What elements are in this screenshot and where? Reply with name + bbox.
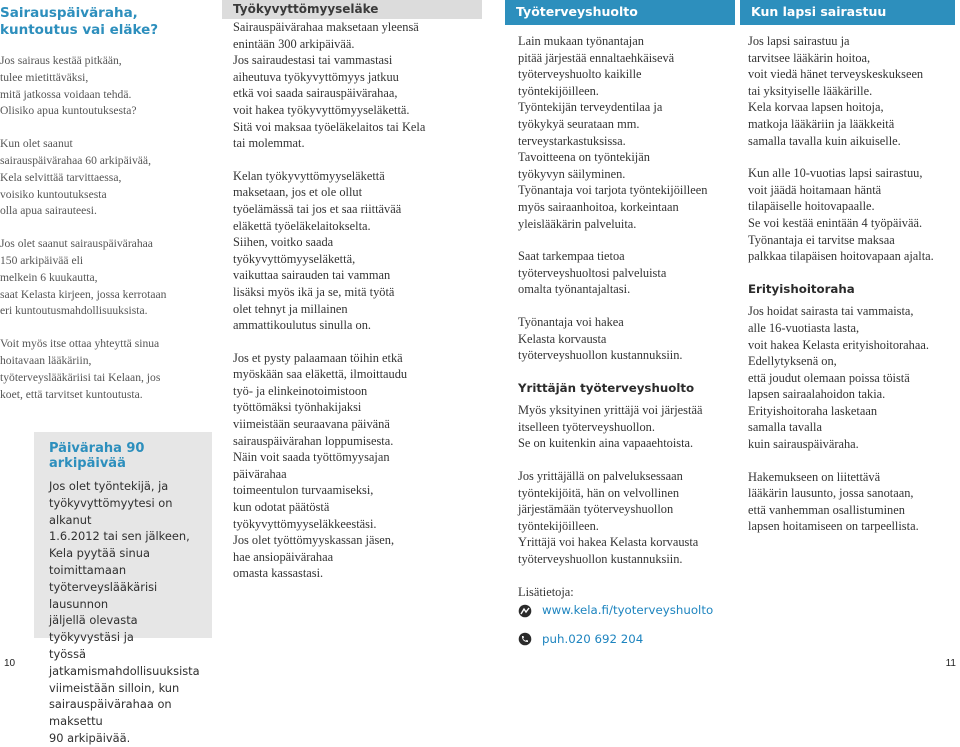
paragraph: Voit myös itse ottaa yhteyttä sinua hoitavaan lääkäriin, työterveyslääkäriisi tai Kelaan, jos koet, että tarvitset kuntoutusta. [0, 337, 161, 401]
section-heading: Työkyvyttömyyseläke [222, 0, 482, 19]
paragraph: Saat tarkempaa tietoa työterveyshuoltosi palveluista omalta työnantajaltasi. [518, 249, 667, 297]
section-heading: Kun lapsi sairastuu [740, 0, 955, 25]
paragraph: Kelan työkyvyttömyyseläkettä maksetaan, jos et ole ollut työelämässä tai jos et saa riittävää eläkettä työeläkelaitokselta. Siihen, voitko saada työkyvyttömyyseläkettä, vaikuttaa sairauden tai vamman lisäksi myös ikä ja se, mitä työtä olet tehnyt ja millainen ammattikoulutus sinulla on. [233, 168, 402, 333]
phone-number[interactable]: puh.020 692 204 [542, 631, 644, 646]
info-label: Lisätietoja: [518, 584, 574, 599]
paragraph: Myös yksityinen yrittäjä voi järjestää itselleen työterveyshuollon. Se on kuitenkin aina vapaaehtoista. [518, 403, 703, 451]
section-heading: Työterveyshuolto [505, 0, 735, 25]
column-child-sick [740, 0, 955, 551]
section-title: Sairauspäiväraha, kuntoutus vai eläke? [0, 5, 159, 38]
paragraph: Kun olet saanut sairauspäivärahaa 60 arkipäivää, Kela selvittää tarvittaessa, voisiko kuntoutuksesta olla apua sairauteesi. [0, 137, 151, 218]
info-box-title: Päiväraha 90 arkipäivää [49, 441, 145, 471]
paragraph: Työnantaja voi hakea Kelasta korvausta työterveyshuollon kustannuksiin. [518, 314, 683, 363]
column-occupational-health [505, 0, 735, 647]
info-box-text: Jos olet työntekijä, ja työkyvyttömyytesi on alkanut 1.6.2012 tai sen jälkeen, Kela pyytää sinua toimittamaan työterveyslääkärisi lausunnon jäljellä olevasta työkyvystäsi ja työssä jatkamismahdollisuuksista viimeistään silloin, kun sairauspäivärahaa on maksettu 90 arkipäivää. [49, 479, 200, 745]
phone-icon [518, 632, 532, 646]
paragraph: Hakemukseen on liitettävä lääkärin lausunto, jossa sanotaan, että vanhemman osallistuminen lapsen hoitamiseen on tarpeellista. [748, 469, 919, 534]
subheading: Yrittäjän työterveyshuolto [518, 380, 695, 395]
subheading: Erityishoitoraha [748, 281, 855, 296]
paragraph: Jos olet saanut sairauspäivärahaa 150 arkipäivää eli melkein 6 kuukautta, saat Kelasta kirjeen, jossa kerrotaan eri kuntoutusmahdollisuuksista. [0, 237, 167, 318]
paragraph: Kun alle 10-vuotias lapsi sairastuu, voit jäädä hoitamaan häntä tilapäiselle hoitovapaalle. Se voi kestää enintään 4 työpäivää. Työnantaja ei tarvitse maksaa palkkaa tilapäisen hoitovapaan ajalta. [748, 166, 934, 264]
paragraph: Jos hoidat sairasta tai vammaista, alle 16-vuotiasta lasta, voit hakea Kelasta erityishoitorahaa. Edellytyksenä on, että joudut olemaan poissa töistä lapsen sairaalahoidon takia. Erityishoitoraha lasketaan samalla tavalla kuin sairauspäiväraha. [748, 304, 929, 452]
column-disability-pension [222, 0, 482, 598]
web-icon [518, 604, 532, 618]
paragraph: Jos yrittäjällä on palveluksessaan työntekijöitä, hän on velvollinen järjestämään työterveyshuollon työntekijöilleen. Yrittäjä voi hakea Kelasta korvausta työterveyshuollon kustannuksiin. [518, 469, 699, 567]
column-sickness-allowance [0, 0, 210, 419]
website-link[interactable]: www.kela.fi/tyoterveyshuolto [542, 603, 714, 618]
page-number-right: 11 [945, 658, 956, 669]
paragraph: Jos lapsi sairastuu ja tarvitsee lääkärin hoitoa, voit viedä hänet terveyskeskukseen tai yksityiselle lääkärille. Kela korvaa lapsen hoitoja, matkoja lääkäriin ja lääkkeitä samalla tavalla kuin aikuiselle. [748, 34, 924, 148]
page-number-left: 10 [4, 658, 16, 669]
paragraph: Lain mukaan työnantajan pitää järjestää ennaltaehkäisevä työterveyshuolto kaikille työntekijöilleen. Työntekijän terveydentilaa ja työkykyä seurataan mm. terveystarkastuksissa. Tavoitteena on työntekijän työkyvyn säilyminen. Työnantaja voi tarjota työntekijöilleen myös sairaanhoitoa, korkeintaan yleislääkärin palveluita. [518, 34, 708, 231]
paragraph: Jos sairaus kestää pitkään, tulee mietittäväksi, mitä jatkossa voidaan tehdä. Olisiko apua kuntoutuksesta? [0, 54, 137, 118]
paragraph: Sairauspäivärahaa maksetaan yleensä enintään 300 arkipäivää. Jos sairaudestasi tai vammastasi aiheutuva työkyvyttömyys jatkuu etkä voi saada sairauspäivärahaa, voit hakea työkyvyttömyyseläkettä. Sitä voi maksaa työeläkelaitos tai Kela tai molemmat. [233, 20, 426, 151]
paragraph: Jos et pysty palaamaan töihin etkä myöskään saa eläkettä, ilmoittaudu työ- ja elinkeinotoimistoon työttömäksi työnhakijaksi viimeistään seuraavana päivänä sairauspäivärahan loppumisesta. Näin voit saada työttömyysajan päivärahaa toimeentulon turvaamiseksi, kun odotat päätöstä työkyvyttömyyseläkkeestäsi. Jos olet työttömyyskassan jäsen, hae ansiopäivärahaa omasta kassastasi. [233, 350, 408, 581]
info-box-90-days [34, 432, 212, 745]
